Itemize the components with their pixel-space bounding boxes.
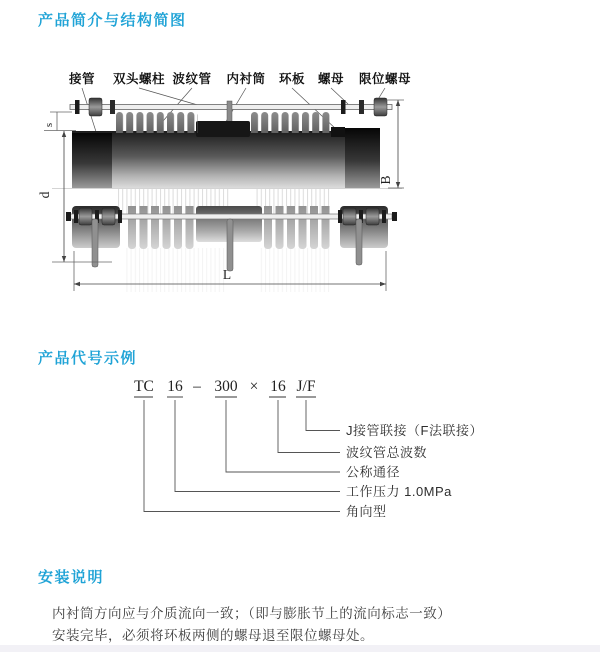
- code-token-16b: 16: [270, 378, 286, 395]
- rod-cap-left: [66, 212, 71, 221]
- left-pipe: [72, 133, 112, 188]
- callout-line-jf: [306, 400, 340, 431]
- dim-L-arrow-left: [74, 282, 80, 286]
- callout-label-type: 角向型: [346, 504, 387, 519]
- nut-bottom-6: [338, 210, 342, 223]
- bellows-bottom-left: [128, 206, 196, 250]
- dim-d-arrow-top: [62, 131, 66, 137]
- part-label-huanban: 环板: [278, 72, 306, 86]
- part-label-neichentong: 内衬筒: [226, 72, 266, 86]
- product-code-diagram: [134, 378, 483, 519]
- nut-top-3: [110, 100, 115, 114]
- dim-B-arrow-top: [396, 100, 400, 106]
- main-body: [72, 131, 380, 188]
- nut-top-2: [89, 98, 102, 116]
- callout-label-waves: 波纹管总波数: [346, 445, 428, 460]
- dim-d-arrow-bottom: [62, 256, 66, 262]
- code-token-300: 300: [214, 378, 238, 395]
- rod-cap-right: [392, 212, 397, 221]
- limit-nut-top: [374, 98, 387, 116]
- part-label-xianwei: 限位螺母: [358, 72, 412, 86]
- nut-top-5: [359, 100, 364, 114]
- bellows-top-right: [251, 112, 331, 133]
- code-token-dash: –: [193, 378, 201, 395]
- callout-label-pressure: 工作压力 1.0MPa: [346, 484, 452, 499]
- inner-sleeve-band: [196, 121, 250, 137]
- stud-bottom-left: [92, 219, 98, 267]
- install-note-line-1: 内衬筒方向应与介质流向一致；（即与膨胀节上的流向标志一致）: [52, 606, 452, 621]
- callout-line-300: [226, 400, 340, 472]
- nut-top-1: [75, 100, 80, 114]
- dim-L-label: L: [222, 267, 232, 282]
- code-token-times: ×: [249, 378, 259, 395]
- nut-bottom-9: [366, 208, 379, 225]
- hairlines-left-low: [126, 248, 226, 292]
- section-2-title: 产品代号示例: [38, 350, 138, 367]
- nut-bottom-7: [343, 208, 356, 225]
- install-note-line-2: 安装完毕，必须将环板两侧的螺母退至限位螺母处。: [52, 628, 374, 643]
- nut-bottom-5: [118, 210, 122, 223]
- dim-B-arrow-bottom: [396, 182, 400, 188]
- section-1-title: 产品简介与结构简图: [38, 12, 187, 29]
- stud-bottom-right: [356, 219, 362, 265]
- callout-label-diameter: 公称通径: [346, 464, 401, 480]
- dim-B-label: B: [378, 175, 393, 185]
- nut-bottom-4: [102, 208, 115, 225]
- right-pipe: [345, 128, 380, 188]
- nut-bottom-1: [74, 210, 78, 223]
- ring-plate-right: [331, 127, 345, 137]
- nut-bottom-10: [382, 210, 386, 223]
- dim-d-label: d: [37, 191, 52, 199]
- code-token-jf: J/F: [296, 378, 316, 395]
- callout-line-tc: [144, 400, 340, 512]
- callout-line-16a: [175, 400, 340, 492]
- code-token-16a: 16: [167, 378, 183, 395]
- part-label-jieguan: 接管: [68, 72, 96, 86]
- dim-L-arrow-right: [380, 282, 386, 286]
- nut-bottom-2: [79, 208, 92, 225]
- structure-diagram: [37, 71, 411, 292]
- nut-top-4: [341, 100, 346, 114]
- hairlines-right-low: [258, 248, 330, 292]
- stud-bottom-center: [227, 219, 233, 271]
- dim-s-label: s: [43, 122, 55, 128]
- bellows-top-left: [116, 112, 198, 133]
- part-label-luomu: 螺母: [317, 72, 345, 86]
- section-3-title: 安装说明: [38, 569, 105, 586]
- callout-label-connection: J接管联接（F法联接）: [346, 423, 483, 438]
- part-label-bowenguan: 波纹管: [172, 72, 212, 86]
- bellows-bottom-right: [264, 206, 331, 250]
- callout-line-16b: [278, 400, 340, 453]
- code-token-tc: TC: [134, 378, 154, 395]
- part-label-shuangtou: 双头螺柱: [112, 72, 166, 86]
